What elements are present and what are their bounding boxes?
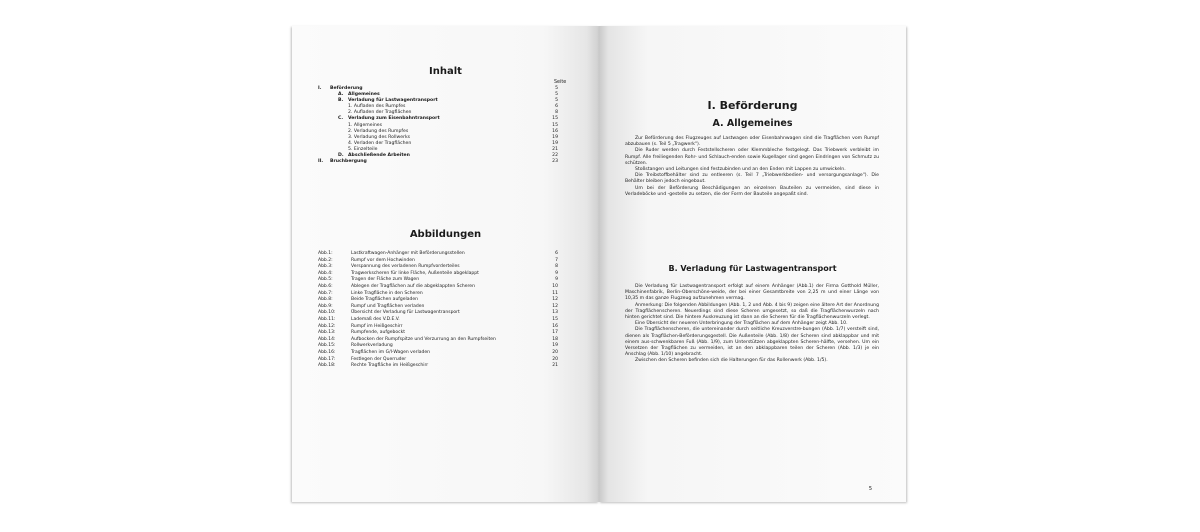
- toc-page: 5: [555, 92, 558, 98]
- page-number: 5: [868, 486, 872, 492]
- paragraph: Stoßstangen und Leitungen sind festzubinden und an den Enden mit Lappen zu umwickeln.: [635, 167, 846, 173]
- figure-page: 17: [552, 330, 558, 336]
- figure-title: Lademaß des V.D.E.V.: [351, 316, 400, 322]
- toc-number: A.: [338, 92, 344, 98]
- figure-page: 9: [555, 270, 558, 276]
- figure-title: Rumpf vor dem Hochwinden: [351, 257, 415, 263]
- toc-page: 23: [552, 159, 558, 165]
- figure-title: Aufbocken der Rumpfspitze und Verzurrung an den Rumpfseiten: [351, 336, 496, 342]
- paragraph: Zwischen den Scheren befinden sich die Halterungen für das Rollenwerk (Abb. 1/5).: [635, 358, 828, 364]
- section-a-text: [625, 136, 879, 198]
- figure-number: Abb.8:: [318, 297, 333, 303]
- figure-page: 12: [552, 297, 558, 303]
- figure-entry: [318, 363, 558, 370]
- figure-number: Abb.5:: [318, 277, 333, 283]
- figure-title: Ablegen der Tragflächen auf die abgeklappten Scheren: [351, 283, 475, 289]
- figure-page: 18: [552, 336, 558, 342]
- figure-page: 16: [552, 323, 558, 329]
- figure-number: Abb.15:: [318, 343, 336, 349]
- paragraph: Um bei der Beförderung Beschädigungen an einzelnen Bauteilen zu vermeiden, sind diese in Verladeböcke und -gestelle zu setzen, die der Form der Bauteile angepaßt sind.: [625, 185, 879, 197]
- paragraph: Eine Übersicht der neueren Unterbringung der Tragflächen auf dem Anhänger zeigt Abb. 10.: [635, 321, 848, 327]
- figure-title: Tragflächen im G/I-Wagen verladen: [351, 349, 430, 355]
- toc-title: Inhalt: [429, 66, 462, 77]
- figure-number: Abb.6:: [318, 283, 333, 289]
- paragraph: Die Verladung für Lastwagentransport erfolgt auf einem Anhänger (Abb.1) der Firma Gotthold Müller, Maschinenfabrik, Berlin-Oberschöne-weide, der bei einer Gesamtbreite von 2,25 m und einer Länge von 10,35 m das ganze Flugzeug aufzunehmen vermag.: [625, 284, 879, 302]
- toc-page: 19: [552, 140, 558, 146]
- toc-number: C.: [338, 116, 344, 122]
- section-b-text: [625, 284, 879, 365]
- figure-title: Rechte Tragfläche im Heißgeschirr: [351, 363, 429, 369]
- figure-title: Lastkraftwagen-Anhänger mit Beförderungsstellen: [351, 251, 465, 256]
- figure-title: Rumpf und Tragflächen verladen: [351, 303, 425, 309]
- left-page: [292, 26, 599, 502]
- figure-entry: [318, 277, 558, 284]
- right-page: [599, 26, 906, 502]
- figure-number: Abb.17:: [318, 356, 336, 362]
- figure-title: Rollwerkverladung: [351, 343, 393, 349]
- figure-number: Abb.9:: [318, 303, 333, 309]
- toc-number: B.: [338, 98, 344, 104]
- toc-text: Allgemeines: [348, 92, 380, 98]
- toc-text: Abschließende Arbeiten: [348, 153, 410, 159]
- figure-entry: [318, 330, 558, 337]
- toc-page: 15: [552, 116, 558, 122]
- figure-page: 9: [555, 277, 558, 283]
- toc-text: 2. Verladung des Rumpfes: [348, 128, 409, 134]
- figure-number: Abb.1:: [318, 251, 333, 256]
- open-book: [292, 26, 906, 502]
- figure-entry: [318, 350, 558, 357]
- figure-page: 20: [552, 356, 558, 362]
- toc-text: 5. Einzelteile: [348, 146, 378, 152]
- figure-number: Abb.10:: [318, 310, 336, 316]
- toc-text: Beförderung: [330, 86, 363, 91]
- figure-number: Abb.2:: [318, 257, 333, 263]
- figure-entry: [318, 317, 558, 324]
- table-of-contents: [318, 86, 558, 165]
- paragraph: Die Ruder werden durch Feststellscheren oder Klemmbleche festgelegt. Das Triebwerk verbleibt im Rumpf. Alle freiliegenden Rohr- und Schlauch-enden sowie Kugellager sind gegen Eindringen von Schmutz zu schützen.: [625, 148, 879, 166]
- figure-number: Abb.11:: [318, 316, 336, 322]
- toc-text: Verladung zum Eisenbahntransport: [348, 116, 440, 122]
- figure-page: 12: [552, 303, 558, 309]
- figure-page: 20: [552, 349, 558, 355]
- section-b-title: B. Verladung für Lastwagentransport: [668, 264, 837, 273]
- paragraph: Anmerkung: Die folgenden Abbildungen (Abb. 1, 2 und Abb. 4 bis 9) zeigen eine ältere Art der Anordnung der Tragflächenscheren. Neuerdings sind diese Scheren umgesetzt, so daß die Tragflächenwurzeln nach hinten gerichtet sind. Die hintere Auskreuzung ist dann an die Scheren für die Tragflächenwurzeln verlegt.: [625, 302, 879, 321]
- figure-entry: [318, 297, 558, 304]
- toc-text: Verladung für Lastwagentransport: [348, 98, 438, 104]
- figure-entry: [318, 310, 558, 317]
- figure-title: Festlegen der Querruder: [351, 356, 407, 362]
- toc-page: 5: [555, 86, 558, 91]
- toc-page: 22: [552, 153, 558, 159]
- toc-page: 5: [555, 98, 558, 104]
- figure-page: 8: [555, 264, 558, 270]
- toc-page: 15: [552, 122, 558, 128]
- figure-number: Abb.18:: [318, 363, 336, 369]
- figure-page: 19: [552, 343, 558, 349]
- figure-page: 7: [555, 257, 558, 263]
- toc-entry: [318, 159, 558, 165]
- figure-number: Abb.12:: [318, 323, 336, 329]
- figure-page: 10: [552, 283, 558, 289]
- paragraph: Zur Beförderung des Flugzeuges auf Lastwagen oder Eisenbahnwagen sind die Tragflächen vom Rumpf abzubauen (s. Teil 5 „Tragwerk").: [625, 136, 879, 148]
- toc-page: 19: [552, 134, 558, 140]
- figure-number: Abb.14:: [318, 336, 336, 342]
- toc-number: II.: [318, 159, 324, 165]
- figure-page: 11: [552, 290, 558, 296]
- figure-title: Rumpfende, aufgebockt: [351, 330, 405, 336]
- toc-text: Bruchbergung: [330, 159, 367, 165]
- figure-entry: [318, 251, 558, 258]
- figure-number: Abb.3:: [318, 264, 333, 270]
- figure-title: Beide Tragflächen aufgeladen: [351, 297, 418, 303]
- figure-title: Verspannung des verladenen Rumpfvorderteiles: [351, 264, 460, 270]
- figure-title: Übersicht der Verladung für Lastwagentransport: [351, 310, 460, 316]
- toc-page: 8: [555, 110, 558, 116]
- toc-number: D.: [338, 153, 344, 159]
- toc-text: 3. Verladung des Rollwerks: [348, 134, 411, 140]
- toc-page: 6: [555, 104, 558, 110]
- figure-list: [318, 251, 558, 370]
- figure-number: Abb.7:: [318, 290, 333, 296]
- toc-number: I.: [318, 86, 322, 91]
- abbildungen-title: Abbildungen: [409, 229, 482, 240]
- figure-number: Abb.13:: [318, 330, 336, 336]
- figure-entry: [318, 343, 558, 350]
- toc-text: 4. Verladen der Tragflächen: [348, 140, 412, 146]
- toc-page: 16: [552, 128, 558, 134]
- toc-text: 1. Aufladen des Rumpfes: [348, 104, 406, 110]
- chapter-title: I. Beförderung: [707, 99, 798, 112]
- figure-title: Tragwerkscheren für linke Fläche, Außenteile abgeklappt: [351, 270, 479, 276]
- paragraph: Die Tragflächenscheren, die untereinander durch seitliche Kreuzverstre-bungen (Abb. 1/7) versteift sind, dienen als Tragflächen-Beförderungsgestell. Die Außenteile (Abb. 1/8) der Scheren sind abklappbar und mit einem aus-schwenkbaren Fuß (Abb. 1/9), zum Unterstützen abgeklappten Scheren-hälfte, versehen. Um ein Versetzen der Tragflächen zu vermeiden, ist an den abklappbaren teilen der Scheren (Abb. 1/3) je ein Anschlag (Abb. 1/10) angebracht.: [625, 327, 879, 358]
- figure-page: 6: [555, 251, 558, 256]
- section-a-title: A. Allgemeines: [712, 118, 793, 129]
- figure-title: Linke Tragfläche in den Scheren: [351, 290, 423, 296]
- figure-page: 15: [552, 316, 558, 322]
- figure-number: Abb.4:: [318, 270, 333, 276]
- toc-text: 2. Aufladen der Tragflächen: [348, 110, 412, 116]
- figure-title: Tragen der Fläche zum Wagen: [351, 277, 420, 283]
- paragraph: Die Treibstoffbehälter sind zu entleeren (s. Teil 7 „Triebwerkbedien- und versorgungsanlage"). Die Behälter bleiben jedoch eingebaut.: [625, 173, 879, 185]
- toc-page: 21: [552, 146, 558, 152]
- seite-label: Seite: [554, 80, 567, 85]
- figure-number: Abb.16:: [318, 349, 336, 355]
- figure-entry: [318, 264, 558, 271]
- figure-entry: [318, 284, 558, 291]
- figure-page: 13: [552, 310, 558, 316]
- toc-text: 1. Allgemeines: [348, 122, 382, 128]
- figure-title: Rumpf im Heißgeschirr: [351, 323, 403, 329]
- figure-page: 21: [552, 363, 558, 369]
